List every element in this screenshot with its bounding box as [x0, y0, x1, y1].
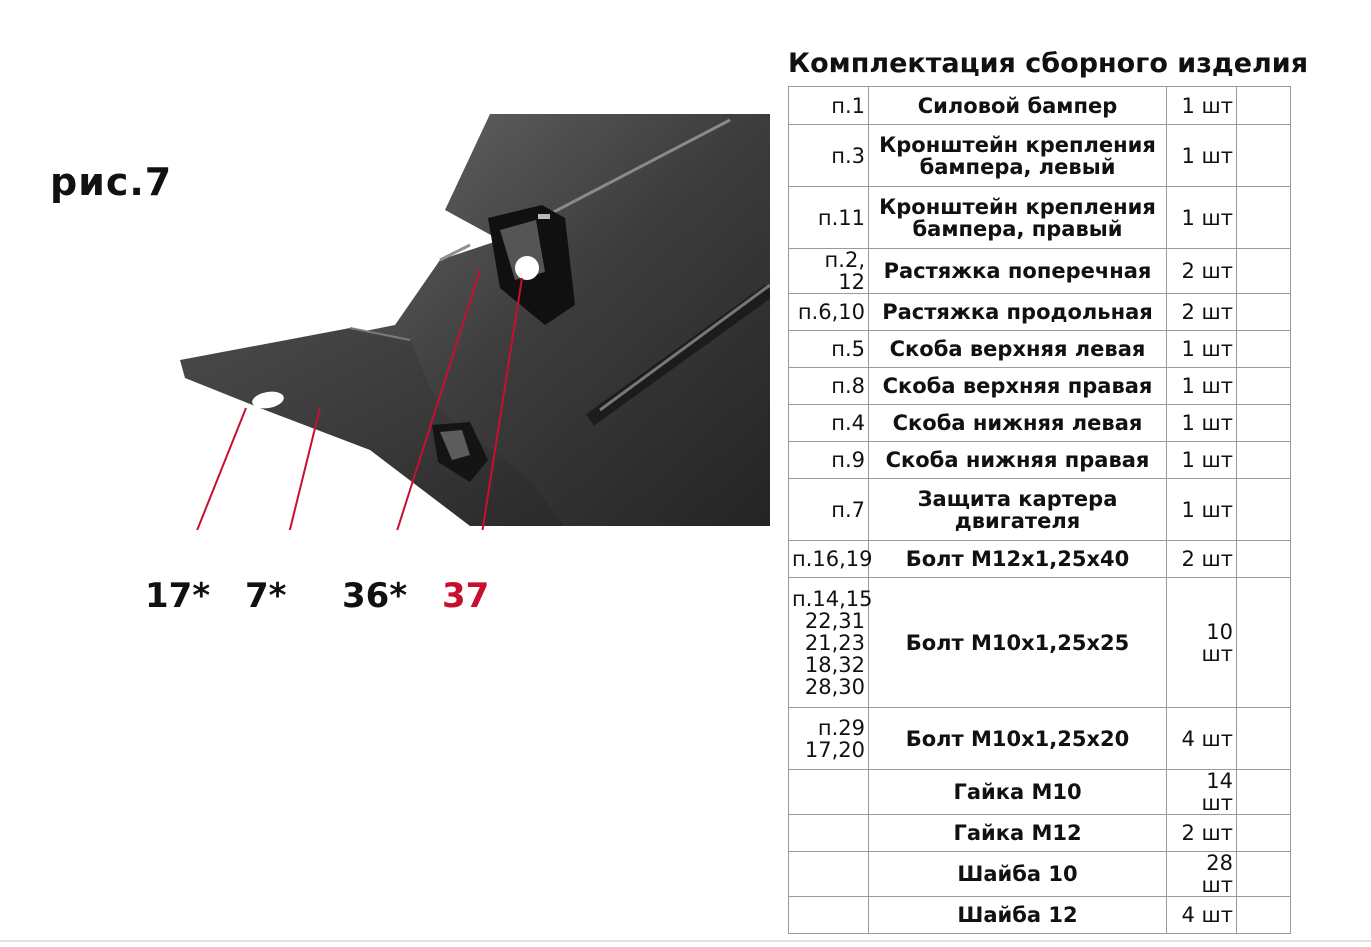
item-name: Растяжка продольная [869, 294, 1167, 331]
table-row [789, 442, 1291, 479]
item-position: п.2, 12 [789, 249, 869, 294]
table-row [789, 708, 1291, 770]
item-position: п.1 [789, 87, 869, 125]
callout-17: 17* [145, 576, 211, 616]
item-quantity: 4 шт [1167, 897, 1237, 934]
item-quantity: 1 шт [1167, 187, 1237, 249]
item-quantity: 10 шт [1167, 578, 1237, 708]
item-name: Болт М12х1,25х40 [869, 541, 1167, 578]
item-position: п.7 [789, 479, 869, 541]
check-cell [1237, 187, 1291, 249]
check-cell [1237, 249, 1291, 294]
table-row [789, 249, 1291, 294]
item-position: п.4 [789, 405, 869, 442]
item-name: Скоба верхняя правая [869, 368, 1167, 405]
item-name: Болт М10х1,25х25 [869, 578, 1167, 708]
check-cell [1237, 87, 1291, 125]
table-row [789, 479, 1291, 541]
check-cell [1237, 541, 1291, 578]
item-position [789, 815, 869, 852]
item-quantity: 28 шт [1167, 852, 1237, 897]
item-quantity: 2 шт [1167, 294, 1237, 331]
table-row [789, 331, 1291, 368]
item-name: Скоба нижняя правая [869, 442, 1167, 479]
item-quantity: 4 шт [1167, 708, 1237, 770]
item-position: п.5 [789, 331, 869, 368]
check-cell [1237, 479, 1291, 541]
check-cell [1237, 578, 1291, 708]
table-row [789, 87, 1291, 125]
item-quantity: 1 шт [1167, 368, 1237, 405]
check-cell [1237, 708, 1291, 770]
table-row [789, 368, 1291, 405]
kit-table [788, 86, 1291, 934]
check-cell [1237, 368, 1291, 405]
item-position: п.8 [789, 368, 869, 405]
kit-title: Комплектация сборного изделия [788, 48, 1309, 79]
item-position [789, 852, 869, 897]
item-quantity: 2 шт [1167, 815, 1237, 852]
check-cell [1237, 770, 1291, 815]
table-row [789, 578, 1291, 708]
item-name: Гайка М12 [869, 815, 1167, 852]
item-quantity: 1 шт [1167, 87, 1237, 125]
item-name: Защита картера двигателя [869, 479, 1167, 541]
item-position: п.3 [789, 125, 869, 187]
callout-36: 36* [342, 576, 408, 616]
item-quantity: 2 шт [1167, 541, 1237, 578]
item-position: п.14,15 22,31 21,23 18,32 28,30 [789, 578, 869, 708]
check-cell [1237, 815, 1291, 852]
item-name: Болт М10х1,25х20 [869, 708, 1167, 770]
item-name: Растяжка поперечная [869, 249, 1167, 294]
item-position [789, 770, 869, 815]
table-row [789, 405, 1291, 442]
item-quantity: 1 шт [1167, 331, 1237, 368]
item-position: п.11 [789, 187, 869, 249]
figure-label: рис.7 [50, 160, 173, 204]
item-position: п.6,10 [789, 294, 869, 331]
table-row [789, 815, 1291, 852]
item-position: п.9 [789, 442, 869, 479]
item-name: Шайба 10 [869, 852, 1167, 897]
item-position: п.29 17,20 [789, 708, 869, 770]
callout-7: 7* [245, 576, 287, 616]
callout-37: 37 [442, 576, 490, 616]
check-cell [1237, 331, 1291, 368]
table-row [789, 541, 1291, 578]
item-name: Гайка М10 [869, 770, 1167, 815]
check-cell [1237, 442, 1291, 479]
check-cell [1237, 852, 1291, 897]
check-cell [1237, 125, 1291, 187]
table-row [789, 294, 1291, 331]
item-quantity: 2 шт [1167, 249, 1237, 294]
item-quantity: 14 шт [1167, 770, 1237, 815]
check-cell [1237, 897, 1291, 934]
table-row [789, 770, 1291, 815]
check-cell [1237, 294, 1291, 331]
item-quantity: 1 шт [1167, 405, 1237, 442]
item-name: Скоба нижняя левая [869, 405, 1167, 442]
check-cell [1237, 405, 1291, 442]
part-photo [170, 110, 770, 530]
item-quantity: 1 шт [1167, 442, 1237, 479]
table-row [789, 125, 1291, 187]
item-name: Кронштейн крепления бампера, правый [869, 187, 1167, 249]
item-quantity: 1 шт [1167, 125, 1237, 187]
item-name: Скоба верхняя левая [869, 331, 1167, 368]
item-position [789, 897, 869, 934]
bottom-divider [0, 940, 1371, 942]
item-name: Кронштейн крепления бампера, левый [869, 125, 1167, 187]
item-name: Силовой бампер [869, 87, 1167, 125]
item-name: Шайба 12 [869, 897, 1167, 934]
item-position: п.16,19 [789, 541, 869, 578]
table-row [789, 897, 1291, 934]
table-row [789, 852, 1291, 897]
table-row [789, 187, 1291, 249]
item-quantity: 1 шт [1167, 479, 1237, 541]
